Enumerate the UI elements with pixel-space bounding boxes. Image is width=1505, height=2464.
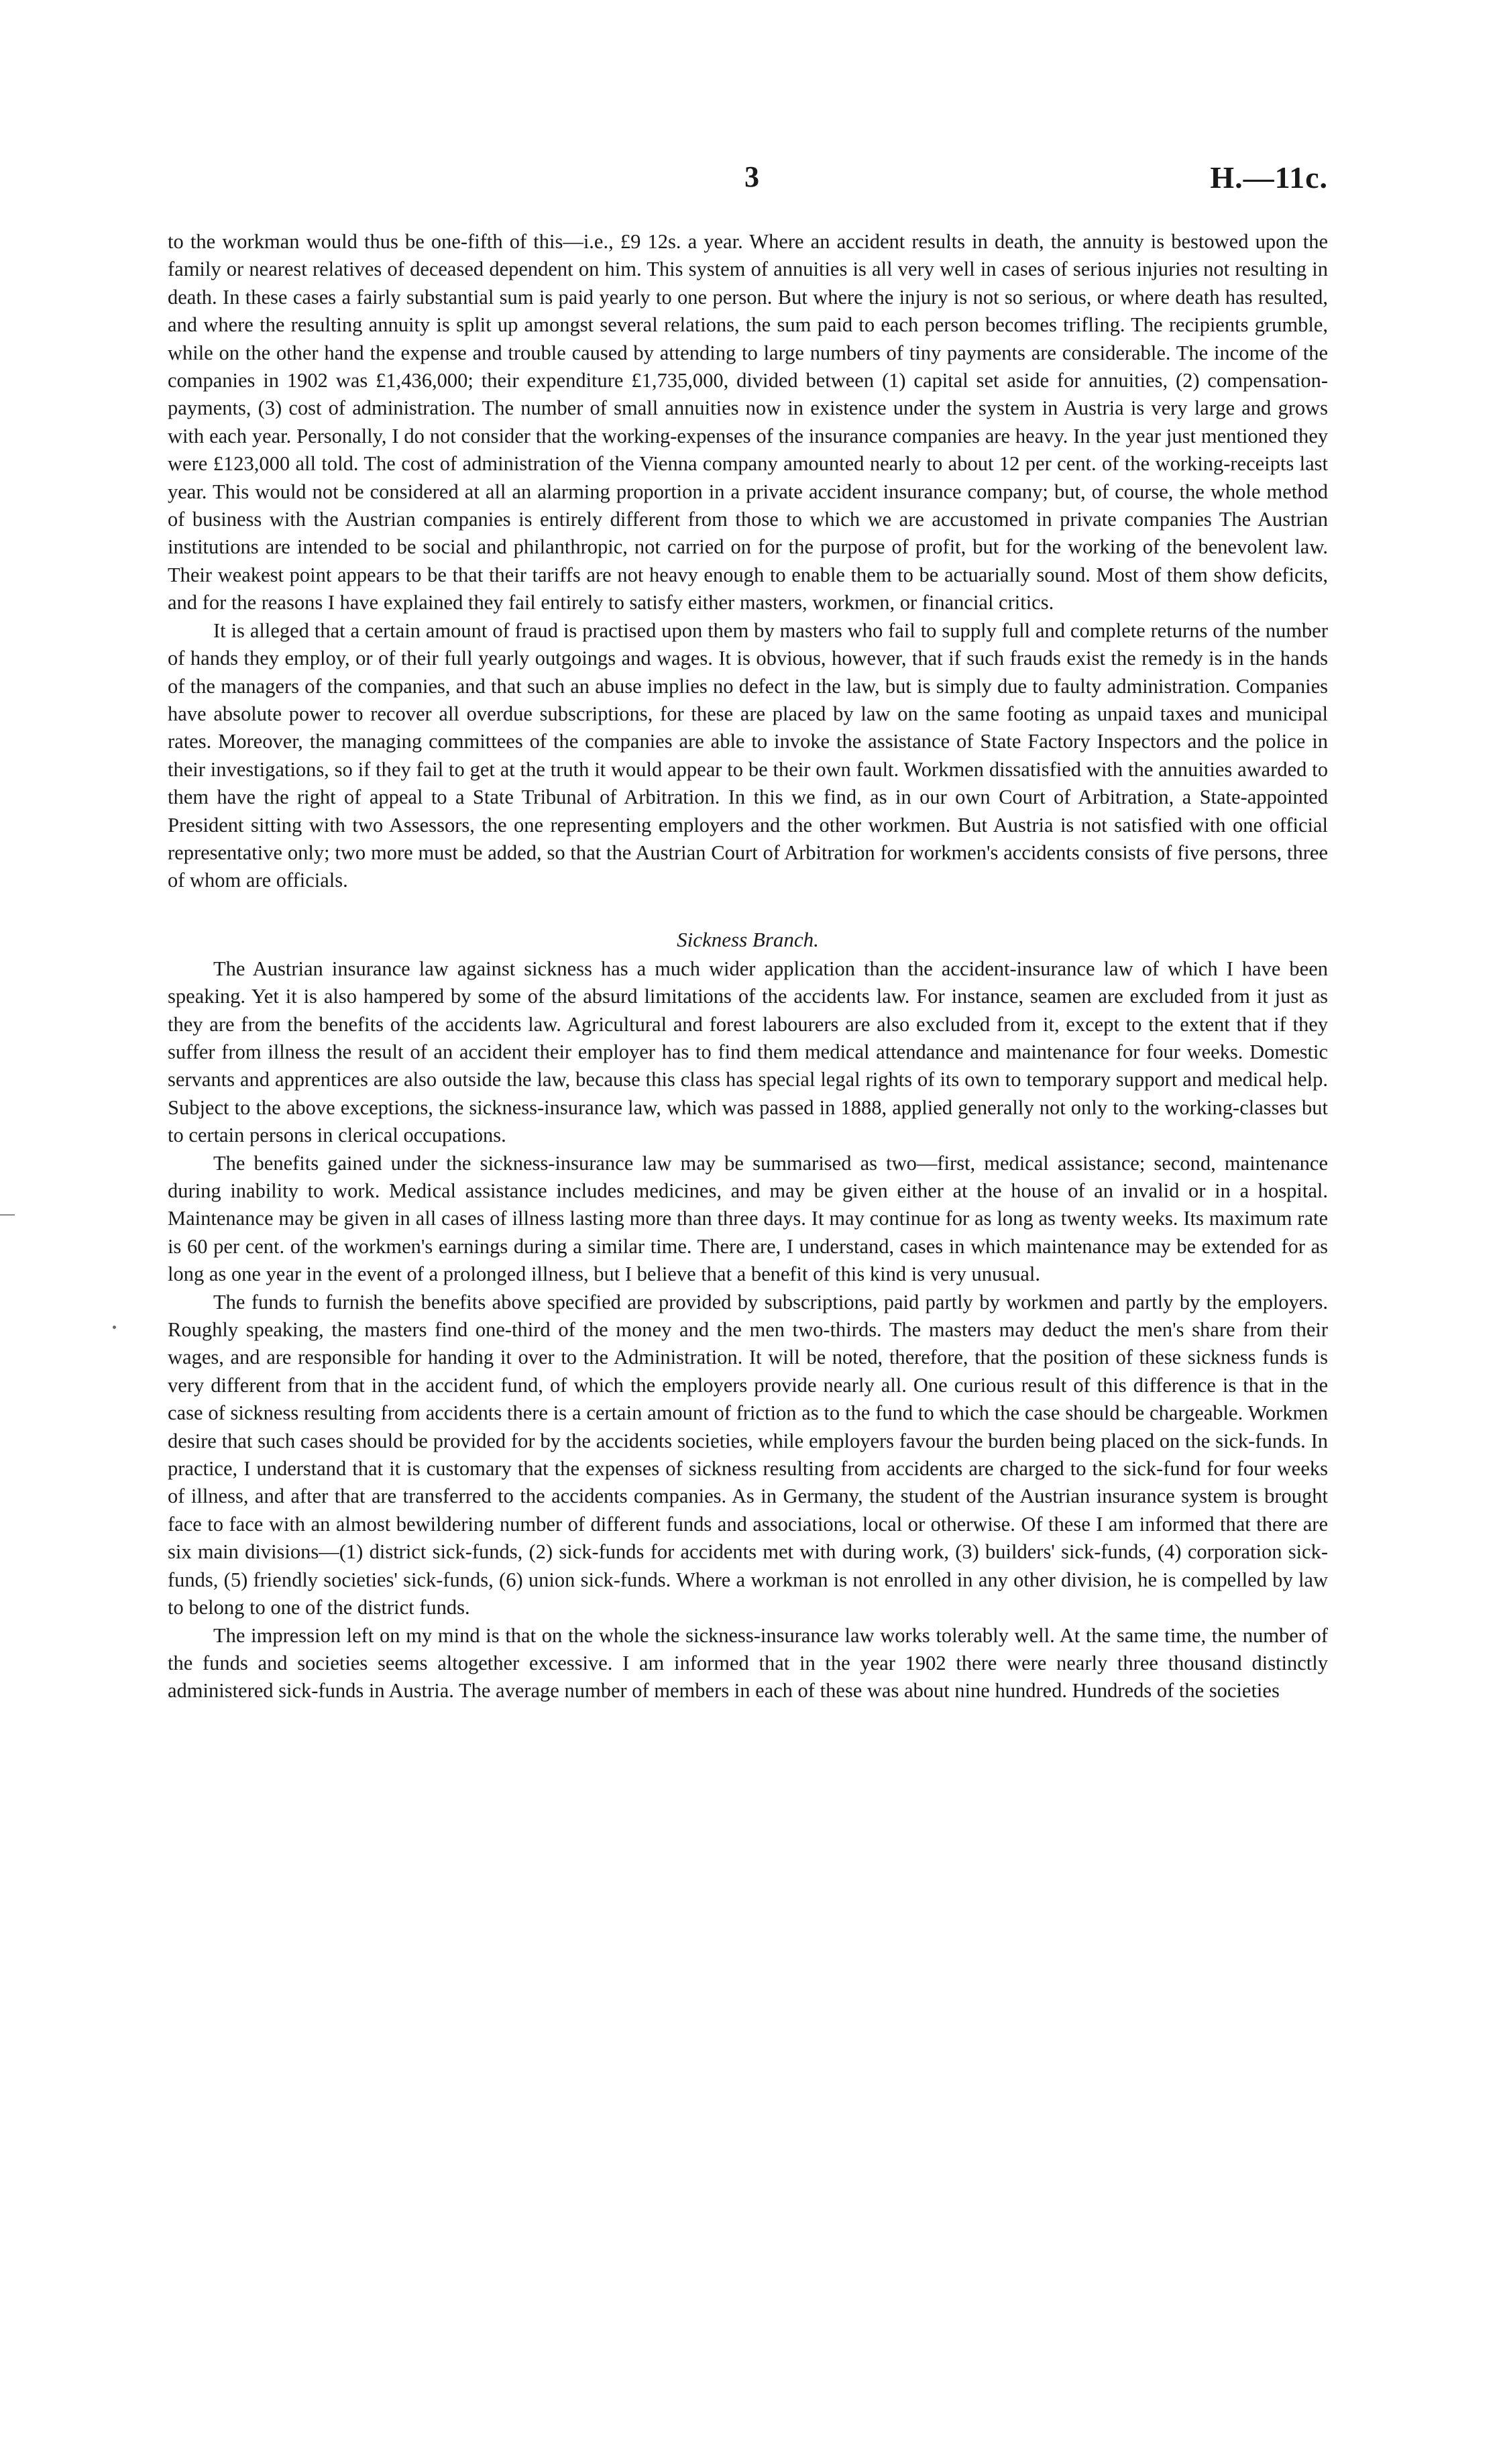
paragraph: The benefits gained under the sickness-insurance law may be summarised as two—first, medical assistance; second, maintenance during inability to work. Medical assistance includes medicines, and may be given either at the house of an invalid or in a hospital. Maintenance may be given in all cases of illness lasting more than three days. It may continue for as long as twenty weeks. Its maximum rate is 60 per cent. of the workmen's earnings during a similar time. There are, I understand, cases in which maintenance may be extended for as long as one year in the event of a prolonged illness, but I believe that a benefit of this kind is very unusual.	[168, 1151, 1328, 1286]
section-heading: Sickness Branch.	[677, 927, 819, 951]
page-header	[168, 160, 1328, 213]
body-text	[168, 228, 1328, 1705]
paragraph: The funds to furnish the benefits above specified are provided by subscriptions, paid partly by workmen and partly by the employers. Roughly speaking, the masters find one-third of the money and the men two-thirds. The masters may deduct the men's share from their wages, and are responsible for handing it over to the Administration. It will be noted, therefore, that the position of these sickness funds is very different from that in the accident fund, of which the employers provide nearly all. One curious result of this difference is that in the case of sickness resulting from accidents there is a certain amount of friction as to the fund to which the case should be chargeable. Workmen desire that such cases should be provided for by the accidents societies, while employers favour the burden being placed on the sick-funds. In practice, I understand that it is customary that the expenses of sickness resulting from accidents are charged to the sick-fund for four weeks of illness, and after that are transferred to the accidents companies. As in Germany, the student of the Austrian insurance system is brought face to face with an almost bewildering number of different funds and associations, local or otherwise. Of these I am informed that there are six main divisions—(1) district sick-funds, (2) sick-funds for accidents met with during work, (3) builders' sick-funds, (4) corporation sick-funds, (5) friendly societies' sick-funds, (6) union sick-funds. Where a workman is not enrolled in any other division, he is compelled by law to belong to one of the district funds.	[168, 1290, 1328, 1619]
margin-mark	[0, 1214, 15, 1216]
paragraph: The Austrian insurance law against sickness has a much wider application than the accident-insurance law of which I have been speaking. Yet it is also hampered by some of the absurd limitations of the accidents law. For instance, seamen are excluded from it just as they are from the benefits of the accidents law. Agricultural and forest labourers are also excluded from it, except to the extent that if they suffer from illness the result of an accident their employer has to find them medical attendance and maintenance for four weeks. Domestic servants and apprentices are also outside the law, because this class has special legal rights of its own to temporary support and medical help. Subject to the above exceptions, the sickness-insurance law, which was passed in 1888, applied generally not only to the working-classes but to certain persons in clerical occupations.	[168, 957, 1328, 1147]
paragraph: to the workman would thus be one-fifth of this—i.e., £9 12s. a year. Where an accident results in death, the annuity is bestowed upon the family or nearest relatives of deceased dependent on him. This system of annuities is all very well in cases of serious injuries not resulting in death. In these cases a fairly substantial sum is paid yearly to one person. But where the injury is not so serious, or where death has resulted, and where the resulting annuity is split up amongst several relations, the sum paid to each person becomes trifling. The recipients grumble, while on the other hand the expense and trouble caused by attending to large numbers of tiny payments are considerable. The income of the companies in 1902 was £1,436,000; their expenditure £1,735,000, divided between (1) capital set aside for annuities, (2) compensation-payments, (3) cost of administration. The number of small annuities now in existence under the system in Austria is very large and grows with each year. Personally, I do not consider that the working-expenses of the insurance companies are heavy. In the year just mentioned they were £123,000 all told. The cost of administration of the Vienna company amounted nearly to about 12 per cent. of the working-receipts last year. This would not be considered at all an alarming proportion in a private accident insurance company; but, of course, the whole method of business with the Austrian companies is entirely different from those to which we are accustomed in private companies The Austrian institutions are intended to be social and philanthropic, not carried on for the purpose of profit, but for the working of the benevolent law. Their weakest point appears to be that their tariffs are not heavy enough to enable them to be actuarially sound. Most of them show deficits, and for the reasons I have explained they fail entirely to satisfy either masters, workmen, or financial critics.	[168, 230, 1328, 614]
paragraph: The impression left on my mind is that on the whole the sickness-insurance law works tolerably well. At the same time, the number of the funds and societies seems altogether excessive. I am informed that in the year 1902 there were nearly three thousand distinctly administered sick-funds in Austria. The average number of members in each of these was about nine hundred. Hundreds of the societies	[168, 1623, 1328, 1703]
margin-dot	[113, 1326, 116, 1329]
paragraph: It is alleged that a certain amount of fraud is practised upon them by masters who fail to supply full and complete returns of the number of hands they employ, or of their full yearly outgoings and wages. It is obvious, however, that if such frauds exist the remedy is in the hands of the managers of the companies, and that such an abuse implies no defect in the law, but is simply due to faulty administration. Companies have absolute power to recover all overdue subscriptions, for these are placed by law on the same footing as unpaid taxes and municipal rates. Moreover, the managing committees of the companies are able to invoke the assistance of State Factory Inspectors and the police in their investigations, so if they fail to get at the truth it would appear to be their own fault. Workmen dissatisfied with the annuities awarded to them have the right of appeal to a State Tribunal of Arbitration. In this we find, as in our own Court of Arbitration, a State-appointed President sitting with two Assessors, the one representing employers and the other workmen. But Austria is not satisfied with one official representative only; two more must be added, so that the Austrian Court of Arbitration for workmen's accidents consists of five persons, three of whom are officials.	[168, 619, 1328, 892]
document-code: H.—11c.	[1210, 160, 1328, 195]
page-number: 3	[744, 160, 759, 193]
